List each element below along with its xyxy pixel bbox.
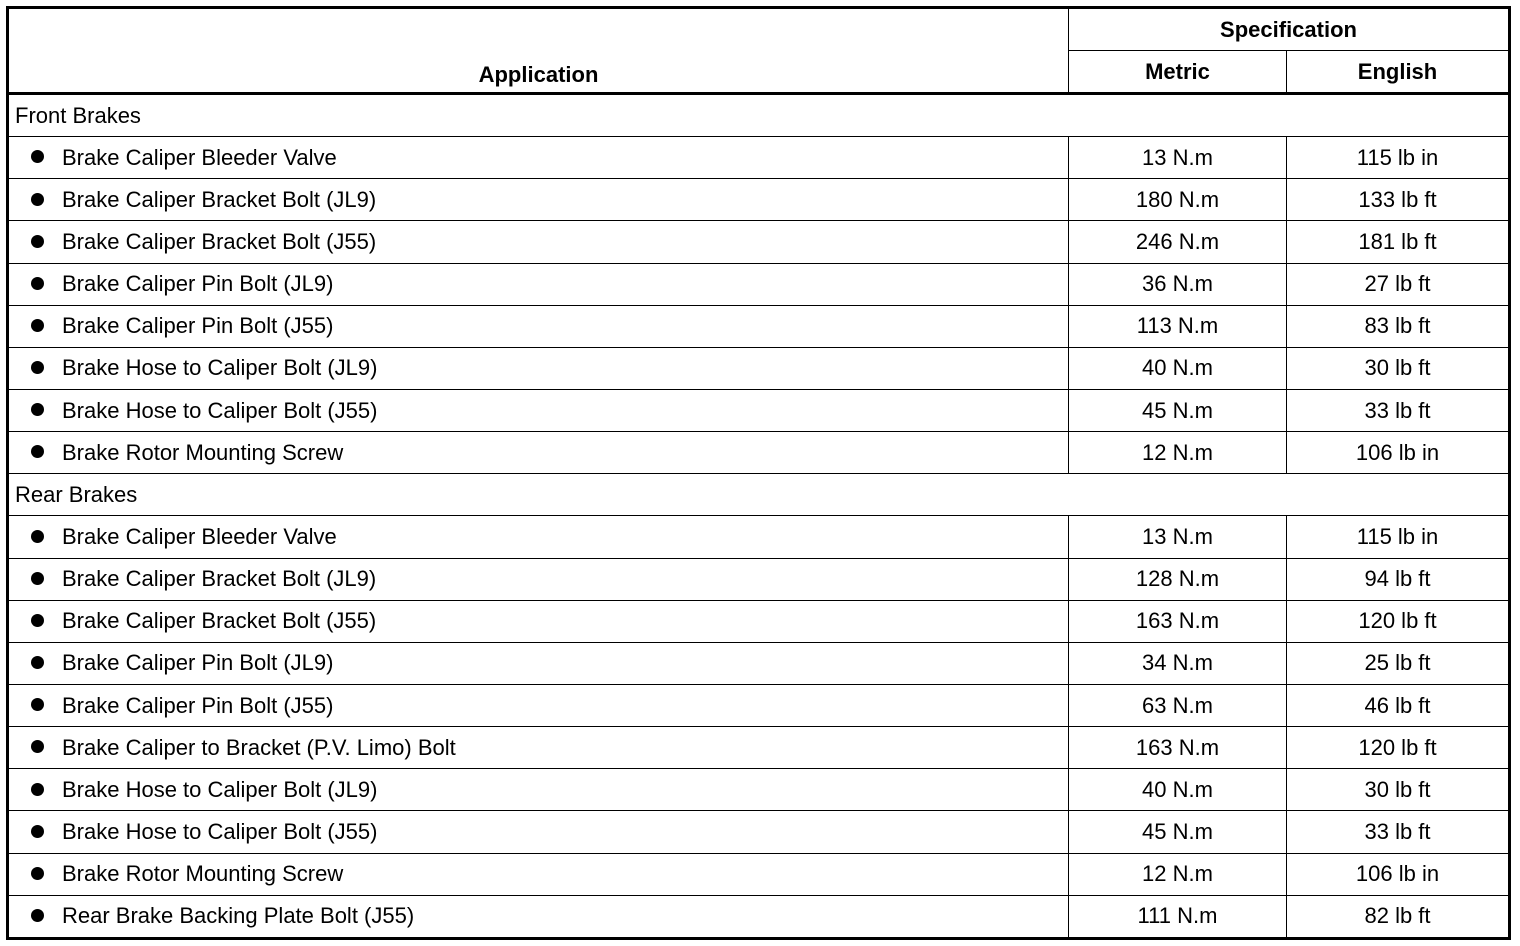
- english-cell: 25 lb ft: [1287, 642, 1510, 684]
- metric-cell: 246 N.m: [1069, 221, 1287, 263]
- table-row: [8, 432, 1510, 474]
- metric-cell: 111 N.m: [1069, 895, 1287, 938]
- metric-cell: 13 N.m: [1069, 516, 1287, 558]
- english-cell: 83 lb ft: [1287, 305, 1510, 347]
- metric-cell: 13 N.m: [1069, 137, 1287, 179]
- application-cell: [8, 347, 1069, 389]
- english-cell: 106 lb in: [1287, 432, 1510, 474]
- application-label: Brake Hose to Caliper Bolt (JL9): [62, 776, 378, 802]
- application-cell: [8, 305, 1069, 347]
- application-cell: [8, 516, 1069, 558]
- bullet-icon: [31, 909, 44, 922]
- english-cell: 115 lb in: [1287, 516, 1510, 558]
- application-cell: [8, 895, 1069, 938]
- metric-cell: 45 N.m: [1069, 389, 1287, 431]
- application-label: Brake Rotor Mounting Screw: [62, 439, 344, 465]
- metric-cell: 45 N.m: [1069, 811, 1287, 853]
- specification-header: Specification: [1069, 8, 1510, 51]
- bullet-icon: [31, 656, 44, 669]
- metric-cell: 40 N.m: [1069, 769, 1287, 811]
- application-label: Brake Caliper to Bracket (P.V. Limo) Bolt: [62, 734, 456, 760]
- section-title: Front Brakes: [8, 94, 1510, 137]
- bullet-icon: [31, 572, 44, 585]
- english-cell: 181 lb ft: [1287, 221, 1510, 263]
- bullet-icon: [31, 277, 44, 290]
- metric-cell: 12 N.m: [1069, 432, 1287, 474]
- section-row: [8, 94, 1510, 137]
- application-label: Rear Brake Backing Plate Bolt (J55): [62, 903, 415, 929]
- english-cell: 106 lb in: [1287, 853, 1510, 895]
- english-header: English: [1287, 51, 1510, 94]
- metric-cell: 163 N.m: [1069, 600, 1287, 642]
- bullet-icon: [31, 445, 44, 458]
- application-label: Brake Caliper Bracket Bolt (JL9): [62, 186, 377, 212]
- application-cell: [8, 727, 1069, 769]
- application-cell: [8, 263, 1069, 305]
- application-label: Brake Caliper Pin Bolt (JL9): [62, 650, 334, 676]
- english-cell: 33 lb ft: [1287, 811, 1510, 853]
- application-cell: [8, 684, 1069, 726]
- bullet-icon: [31, 825, 44, 838]
- english-cell: 82 lb ft: [1287, 895, 1510, 938]
- table-row: [8, 389, 1510, 431]
- application-label: Brake Hose to Caliper Bolt (J55): [62, 397, 378, 423]
- table-row: [8, 179, 1510, 221]
- english-cell: 120 lb ft: [1287, 600, 1510, 642]
- bullet-icon: [31, 614, 44, 627]
- application-cell: [8, 558, 1069, 600]
- application-cell: [8, 432, 1069, 474]
- english-cell: 133 lb ft: [1287, 179, 1510, 221]
- bullet-icon: [31, 783, 44, 796]
- english-cell: 30 lb ft: [1287, 347, 1510, 389]
- metric-header: Metric: [1069, 51, 1287, 94]
- application-label: Brake Caliper Bleeder Valve: [62, 144, 337, 170]
- metric-cell: 36 N.m: [1069, 263, 1287, 305]
- bullet-icon: [31, 319, 44, 332]
- english-cell: 33 lb ft: [1287, 389, 1510, 431]
- english-cell: 94 lb ft: [1287, 558, 1510, 600]
- application-cell: [8, 221, 1069, 263]
- table-row: [8, 895, 1510, 938]
- table-row: [8, 811, 1510, 853]
- application-label: Brake Caliper Bracket Bolt (JL9): [62, 566, 377, 592]
- application-header: Application: [8, 8, 1069, 94]
- application-cell: [8, 769, 1069, 811]
- bullet-icon: [31, 361, 44, 374]
- torque-spec-table: [6, 6, 1511, 940]
- table-row: [8, 221, 1510, 263]
- application-cell: [8, 389, 1069, 431]
- metric-cell: 34 N.m: [1069, 642, 1287, 684]
- application-label: Brake Hose to Caliper Bolt (J55): [62, 818, 378, 844]
- table-row: [8, 684, 1510, 726]
- bullet-icon: [31, 235, 44, 248]
- bullet-icon: [31, 740, 44, 753]
- table-row: [8, 347, 1510, 389]
- application-label: Brake Hose to Caliper Bolt (JL9): [62, 355, 378, 381]
- application-cell: [8, 179, 1069, 221]
- english-cell: 120 lb ft: [1287, 727, 1510, 769]
- metric-cell: 12 N.m: [1069, 853, 1287, 895]
- application-label: Brake Caliper Pin Bolt (J55): [62, 313, 334, 339]
- metric-cell: 163 N.m: [1069, 727, 1287, 769]
- metric-cell: 40 N.m: [1069, 347, 1287, 389]
- metric-cell: 180 N.m: [1069, 179, 1287, 221]
- application-label: Brake Rotor Mounting Screw: [62, 861, 344, 887]
- table-row: [8, 137, 1510, 179]
- bullet-icon: [31, 150, 44, 163]
- application-cell: [8, 811, 1069, 853]
- table-body: [8, 94, 1510, 939]
- table-row: [8, 263, 1510, 305]
- english-cell: 46 lb ft: [1287, 684, 1510, 726]
- english-cell: 115 lb in: [1287, 137, 1510, 179]
- application-label: Brake Caliper Bleeder Valve: [62, 523, 337, 549]
- section-row: [8, 474, 1510, 516]
- application-label: Brake Caliper Bracket Bolt (J55): [62, 228, 377, 254]
- metric-cell: 63 N.m: [1069, 684, 1287, 726]
- application-cell: [8, 600, 1069, 642]
- application-cell: [8, 137, 1069, 179]
- english-cell: 30 lb ft: [1287, 769, 1510, 811]
- table-row: [8, 305, 1510, 347]
- application-label: Brake Caliper Pin Bolt (JL9): [62, 271, 334, 297]
- metric-cell: 113 N.m: [1069, 305, 1287, 347]
- table-row: [8, 600, 1510, 642]
- english-cell: 27 lb ft: [1287, 263, 1510, 305]
- table-row: [8, 727, 1510, 769]
- table-row: [8, 558, 1510, 600]
- bullet-icon: [31, 403, 44, 416]
- table-row: [8, 853, 1510, 895]
- application-label: Brake Caliper Bracket Bolt (J55): [62, 608, 377, 634]
- bullet-icon: [31, 867, 44, 880]
- application-cell: [8, 853, 1069, 895]
- application-label: Brake Caliper Pin Bolt (J55): [62, 692, 334, 718]
- bullet-icon: [31, 530, 44, 543]
- table-row: [8, 516, 1510, 558]
- application-cell: [8, 642, 1069, 684]
- bullet-icon: [31, 193, 44, 206]
- table-row: [8, 642, 1510, 684]
- bullet-icon: [31, 698, 44, 711]
- section-title: Rear Brakes: [8, 474, 1510, 516]
- table-row: [8, 769, 1510, 811]
- metric-cell: 128 N.m: [1069, 558, 1287, 600]
